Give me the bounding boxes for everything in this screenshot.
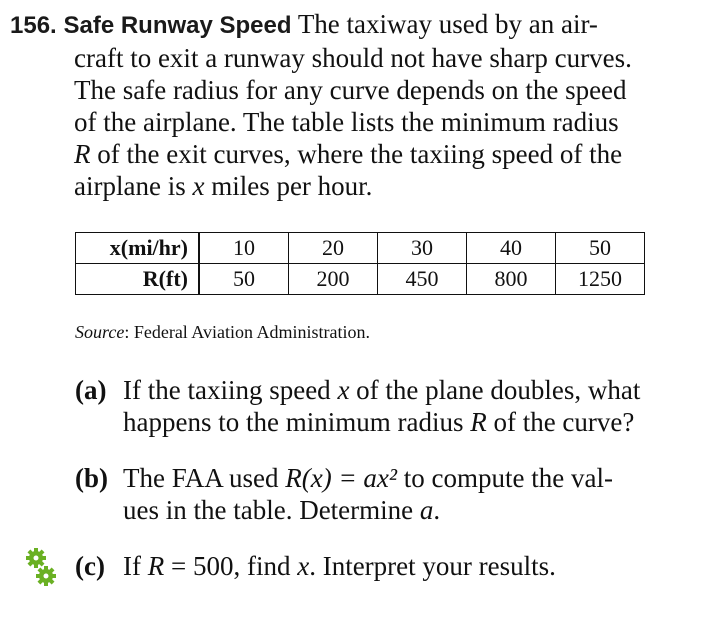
source-label: Source xyxy=(75,322,125,342)
part-a-text: happens to the minimum radius xyxy=(123,407,471,437)
part-b-text: The FAA used xyxy=(123,463,286,493)
intro-line-5: of the exit curves, where the taxiing speed of the xyxy=(90,139,623,169)
intro-line-6-pre: airplane is xyxy=(74,171,193,201)
table-cell: 20 xyxy=(289,233,378,264)
table-cell: 1250 xyxy=(556,264,645,295)
part-c-text: . Interpret your results. xyxy=(309,551,556,581)
part-c-label: (c) xyxy=(75,551,105,581)
source-note xyxy=(75,322,370,343)
intro-var-R: R xyxy=(74,139,91,169)
part-c-var-x: x xyxy=(297,551,310,581)
part-c-var-R: R xyxy=(147,551,165,581)
table-cell: 50 xyxy=(556,233,645,264)
part-b-text: to compute the val- xyxy=(397,463,613,493)
row-label-R: R(ft) xyxy=(76,264,200,295)
part-a xyxy=(75,374,704,438)
part-c-text: = 500, find xyxy=(164,551,298,581)
table-row-x xyxy=(76,233,645,264)
table-cell: 50 xyxy=(199,264,289,295)
gears-icon xyxy=(24,546,58,588)
part-a-var-R: R xyxy=(470,407,487,437)
part-c xyxy=(75,550,704,582)
intro-line-3: The safe radius for any curve depends on the speed xyxy=(74,75,627,105)
problem-title: Safe Runway Speed xyxy=(63,12,292,39)
part-b-formula: R(x) = ax² xyxy=(285,463,398,493)
table-cell: 30 xyxy=(378,233,467,264)
table-cell: 10 xyxy=(199,233,289,264)
part-a-var-x: x xyxy=(337,375,350,405)
part-a-text: If the taxiing speed xyxy=(123,375,338,405)
part-b-text: . xyxy=(433,495,441,525)
table-cell: 200 xyxy=(289,264,378,295)
intro-line-6-post: miles per hour. xyxy=(204,171,373,201)
problem-156 xyxy=(10,8,665,202)
part-b-var-a: a xyxy=(419,495,434,525)
intro-line-1: The taxiway used by an air- xyxy=(297,9,598,39)
intro-line-4: of the airplane. The table lists the minimum radius xyxy=(74,107,619,137)
problem-number: 156. xyxy=(10,12,57,39)
row-label-x: x(mi/hr) xyxy=(76,233,200,264)
part-c-text: If xyxy=(123,551,148,581)
table-cell: 800 xyxy=(467,264,556,295)
speed-radius-table xyxy=(75,232,645,295)
intro-line-2: craft to exit a runway should not have sharp curves. xyxy=(74,43,632,73)
problem-intro xyxy=(10,8,665,202)
part-a-label: (a) xyxy=(75,375,107,405)
source-text: : Federal Aviation Administration. xyxy=(124,322,370,342)
part-a-text: of the plane doubles, what xyxy=(349,375,641,405)
table-row-R xyxy=(76,264,645,295)
part-a-text: of the curve? xyxy=(486,407,635,437)
table-cell: 40 xyxy=(467,233,556,264)
part-b-text: ues in the table. Determine xyxy=(123,495,420,525)
part-b xyxy=(75,462,704,526)
intro-var-x: x xyxy=(192,171,205,201)
part-b-label: (b) xyxy=(75,463,108,493)
table-cell: 450 xyxy=(378,264,467,295)
